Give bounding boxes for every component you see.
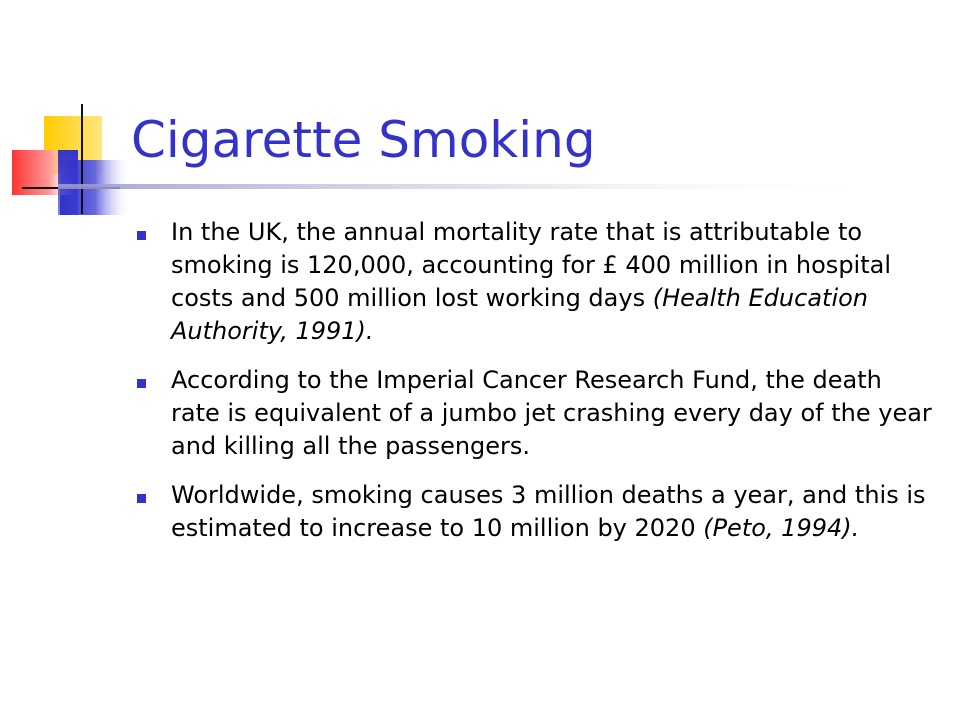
bullet-citation: (Health Education Authority, 1991).	[171, 284, 869, 345]
bullet-citation: (Peto, 1994).	[703, 514, 860, 542]
bullet-item	[133, 216, 933, 348]
slide-title: Cigarette Smoking	[131, 111, 596, 169]
blue-vertical-bar	[58, 150, 78, 215]
bullet-list	[133, 216, 933, 561]
corner-decoration	[0, 0, 140, 230]
square-bullet-icon	[137, 494, 146, 503]
bullet-text: In the UK, the annual mortality rate that is attributable to smoking is 120,000, accounting for £ 400 million in hospital costs and 500 million lost working days	[171, 218, 891, 312]
square-bullet-icon	[137, 231, 146, 240]
bullet-text: According to the Imperial Cancer Research Fund, the death rate is equivalent of a jumbo jet crashing every day of the year and killing all the passengers.	[171, 366, 932, 460]
bullet-text: Worldwide, smoking causes 3 million deaths a year, and this is estimated to increase to 10 million by 2020	[171, 481, 926, 542]
title-underline	[58, 184, 888, 189]
square-bullet-icon	[137, 379, 146, 388]
bullet-item	[133, 479, 933, 545]
bullet-item	[133, 364, 933, 463]
